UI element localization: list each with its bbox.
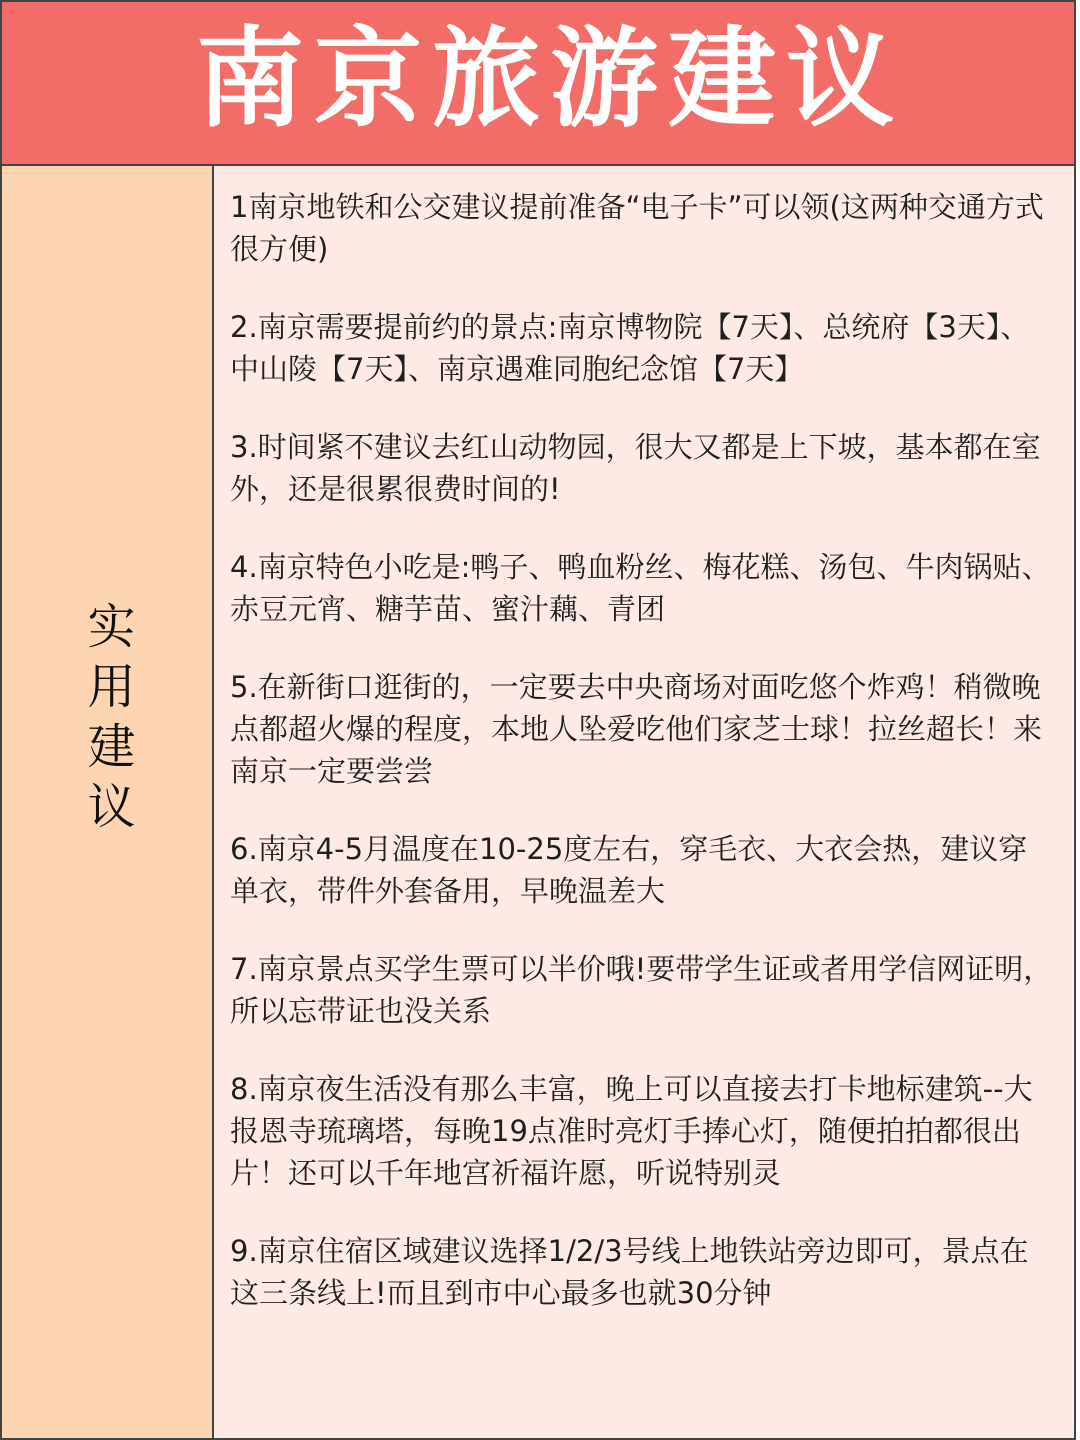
tip-item-6: 6.南京4-5月温度在10-25度左右，穿毛衣、大衣会热，建议穿单衣，带件外套备用，早晚温差大 xyxy=(230,832,1028,908)
category-label-wrap xyxy=(2,601,212,841)
tip-item-7: 7.南京景点买学生票可以半价哦!要带学生证或者用学信网证明，所以忘带证也没关系 xyxy=(230,952,1053,1028)
tips-content-cell xyxy=(214,166,1074,1438)
category-cell xyxy=(2,166,214,1438)
category-label: 实用建议 xyxy=(79,601,135,841)
tip-item-9: 9.南京住宿区域建议选择1/2/3号线上地铁站旁边即可，景点在这三条线上!而且到市中心最多也就30分钟 xyxy=(230,1234,1029,1310)
tip-item-3: 3.时间紧不建议去红山动物园，很大又都是上下坡，基本都在室外，还是很累很费时间的! xyxy=(230,430,1041,506)
tip-item-8: 8.南京夜生活没有那么丰富，晚上可以直接去打卡地标建筑--大报恩寺琉璃塔，每晚19点准时亮灯手捧心灯，随便拍拍都很出片！还可以千年地宫祈福许愿，听说特别灵 xyxy=(230,1072,1033,1190)
tips-table xyxy=(0,166,1076,1440)
tip-item-5: 5.在新街口逛街的，一定要去中央商场对面吃悠个炸鸡！稍微晚点都超火爆的程度，本地人坠爱吃他们家芝士球！拉丝超长！来南京一定要尝尝 xyxy=(230,670,1043,788)
tip-item-1: 1南京地铁和公交建议提前准备“电子卡”可以领(这两种交通方式很方便) xyxy=(230,190,1044,266)
header-banner xyxy=(0,0,1076,166)
tip-item-2: 2.南京需要提前约的景点:南京博物院【7天】、总统府【3天】、中山陵【7天】、南京遇难同胞纪念馆【7天】 xyxy=(230,310,1030,386)
tip-item-4: 4.南京特色小吃是:鸭子、鸭血粉丝、梅花糕、汤包、牛肉锅贴、赤豆元宵、糖芋苗、蜜汁藕、青团 xyxy=(230,550,1051,626)
page-title: 南京旅游建议 xyxy=(195,17,904,142)
